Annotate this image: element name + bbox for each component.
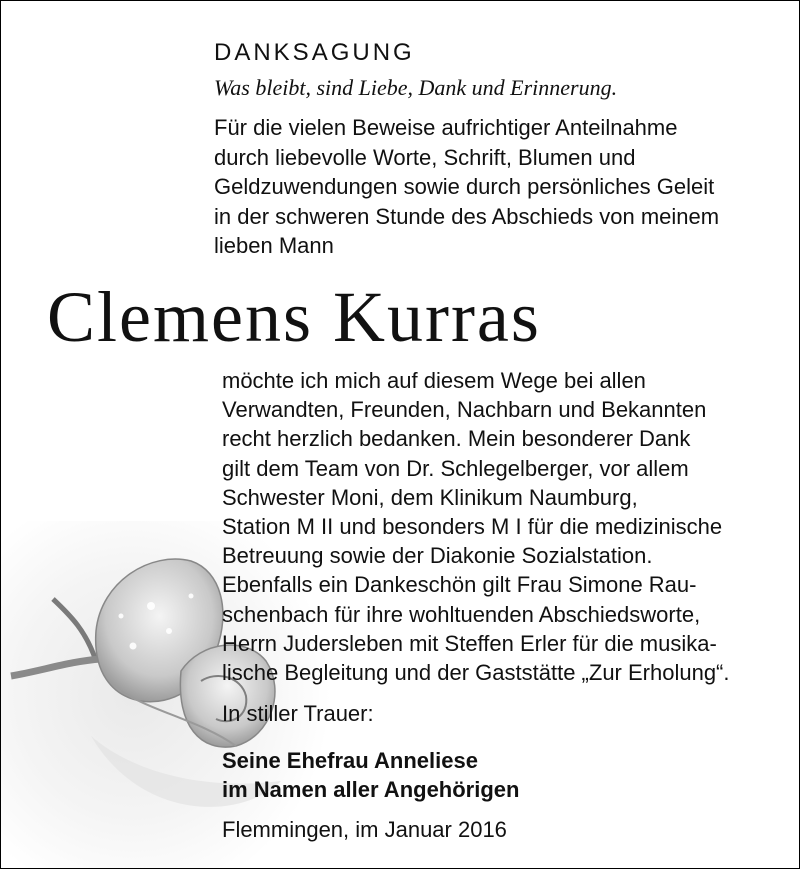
intro-paragraph (214, 113, 789, 261)
thanks-line: Ebenfalls ein Dankeschön gilt Frau Simone Rau- (222, 572, 697, 598)
thanks-line: gilt dem Team von Dr. Schlegelberger, vor allem (222, 455, 689, 481)
thanks-line: Herrn Judersleben mit Steffen Erler für die musika- (222, 630, 717, 656)
intro-line: Geldzuwendungen sowie durch persönliches Geleit (214, 174, 715, 199)
thanks-line: Verwandten, Freunden, Nachbarn und Bekannten (222, 397, 707, 423)
signers (222, 746, 519, 804)
intro-line: durch liebevolle Worte, Schrift, Blumen und (214, 144, 636, 170)
thanks-line: Schwester Moni, dem Klinikum Naumburg, (222, 484, 638, 510)
deceased-name: Clemens Kurras (47, 277, 541, 357)
thanks-line: lische Begleitung und der Gaststätte „Zur Erholung“. (222, 660, 730, 686)
signer-line: im Namen aller Angehörigen (222, 777, 520, 802)
thanks-line: schenbach für ihre wohltuenden Abschiedsworte, (222, 601, 701, 627)
intro-line: in der schweren Stunde des Abschieds von meinem (214, 203, 720, 229)
signer-line: Seine Ehefrau Anneliese (222, 748, 478, 773)
thanks-paragraph (222, 366, 787, 687)
intro-line: Für die vielen Beweise aufrichtiger Anteilnahme (214, 115, 678, 140)
motto: Was bleibt, sind Liebe, Dank und Erinnerung. (214, 75, 618, 100)
thanks-line: Station M II und besonders M I für die medizinische (222, 514, 723, 540)
place-date: Flemmingen, im Januar 2016 (222, 817, 507, 842)
thanks-line: Betreuung sowie der Diakonie Sozialstation. (222, 543, 653, 569)
heading: DANKSAGUNG (214, 39, 415, 66)
thanks-line: möchte ich mich auf diesem Wege bei allen (222, 368, 646, 393)
mourning-line: In stiller Trauer: (222, 701, 374, 726)
thanks-line: recht herzlich bedanken. Mein besonderer Dank (222, 426, 691, 452)
intro-line: lieben Mann (214, 233, 334, 258)
